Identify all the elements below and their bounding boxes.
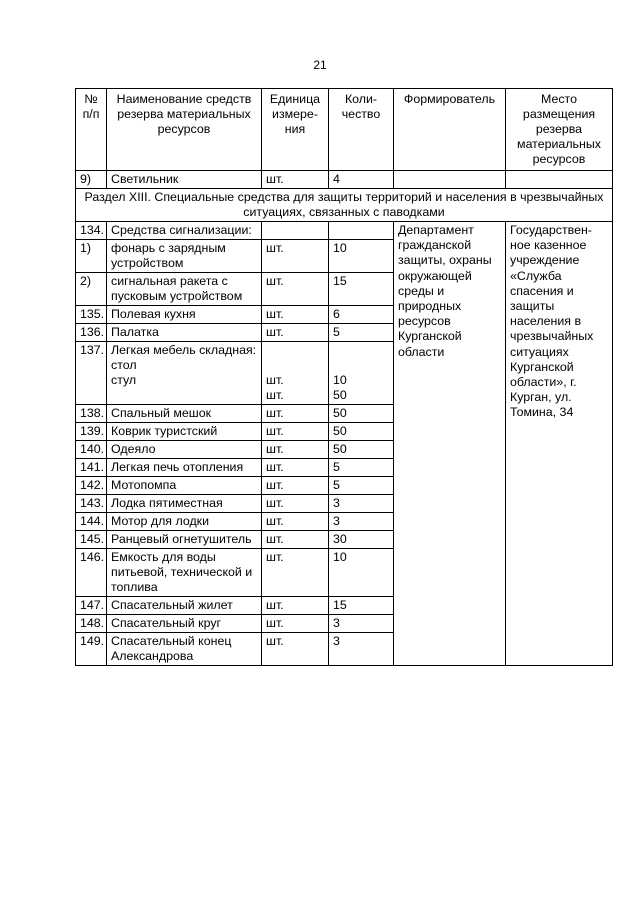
row-qty: 5 [329, 459, 394, 477]
row-unit: шт. [262, 324, 329, 342]
row-num: 139. [76, 423, 107, 441]
row-unit: шт. [262, 306, 329, 324]
row-num: 2) [76, 273, 107, 306]
row-unit: шт. [262, 495, 329, 513]
row-num: 147. [76, 597, 107, 615]
row-num: 134. [76, 222, 107, 240]
page-number: 21 [313, 58, 327, 72]
table-row [76, 222, 613, 240]
row-name: Палатка [107, 324, 262, 342]
row-name: Одеяло [107, 441, 262, 459]
row-unit-1: шт. [266, 373, 284, 387]
row-num: 143. [76, 495, 107, 513]
row-name: Полевая кухня [107, 306, 262, 324]
row-qty: 3 [329, 495, 394, 513]
header-name: Наименование средств резерва материальных ресурсов [107, 89, 262, 171]
section-row [76, 189, 613, 222]
row-unit-2: шт. [266, 388, 284, 402]
row-unit: шт. [262, 549, 329, 597]
row-qty: 3 [329, 513, 394, 531]
row-unit: шт. [262, 441, 329, 459]
row-qty: 15 [329, 597, 394, 615]
header-num: № п/п [76, 89, 107, 171]
resources-table [75, 88, 613, 666]
row-qty [329, 222, 394, 240]
row-num: 138. [76, 405, 107, 423]
row-unit: шт. [262, 615, 329, 633]
table-row [76, 171, 613, 189]
row-unit: шт. [262, 171, 329, 189]
row-qty: 3 [329, 615, 394, 633]
row-former [394, 171, 506, 189]
row-num: 148. [76, 615, 107, 633]
row-name: Коврик туристский [107, 423, 262, 441]
row-unit: шт. [262, 423, 329, 441]
row-qty [329, 342, 394, 405]
row-qty: 10 [329, 549, 394, 597]
row-num: 135. [76, 306, 107, 324]
row-qty: 6 [329, 306, 394, 324]
row-name: фонарь с зарядным устройством [107, 240, 262, 273]
row-num: 149. [76, 633, 107, 666]
row-qty: 50 [329, 405, 394, 423]
row-name: Спасательный жилет [107, 597, 262, 615]
row-name: Спасательный конец Александрова [107, 633, 262, 666]
row-name: Мотопомпа [107, 477, 262, 495]
row-name: Светильник [107, 171, 262, 189]
row-num: 9) [76, 171, 107, 189]
row-name: сигнальная ракета с пусковым устройством [107, 273, 262, 306]
row-name: Спальный мешок [107, 405, 262, 423]
row-name: Средства сигнализации: [107, 222, 262, 240]
row-qty: 4 [329, 171, 394, 189]
row-name: Спасательный круг [107, 615, 262, 633]
row-qty: 5 [329, 477, 394, 495]
row-unit: шт. [262, 240, 329, 273]
row-unit [262, 342, 329, 405]
row-num: 146. [76, 549, 107, 597]
row-qty: 15 [329, 273, 394, 306]
row-unit: шт. [262, 597, 329, 615]
row-name [107, 342, 262, 405]
row-name: Емкость для воды питьевой, технической и топлива [107, 549, 262, 597]
row-unit: шт. [262, 633, 329, 666]
row-unit: шт. [262, 405, 329, 423]
row-name-main: Легкая мебель складная: [111, 343, 257, 357]
header-former: Формирователь [394, 89, 506, 171]
row-qty: 50 [329, 423, 394, 441]
row-name: Лодка пятиместная [107, 495, 262, 513]
row-num: 145. [76, 531, 107, 549]
row-unit: шт. [262, 513, 329, 531]
row-unit: шт. [262, 477, 329, 495]
row-qty: 10 [329, 240, 394, 273]
row-qty: 3 [329, 633, 394, 666]
header-qty: Коли-чество [329, 89, 394, 171]
row-num: 140. [76, 441, 107, 459]
row-qty-1: 10 [333, 373, 347, 387]
row-name: Легкая печь отопления [107, 459, 262, 477]
row-subitem-2: стул [111, 373, 137, 387]
row-name: Ранцевый огнетушитель [107, 531, 262, 549]
row-unit: шт. [262, 459, 329, 477]
row-num: 1) [76, 240, 107, 273]
header-unit: Единица измере-ния [262, 89, 329, 171]
header-place: Место размещения резерва материальных ресурсов [506, 89, 613, 171]
row-num: 144. [76, 513, 107, 531]
row-num: 137. [76, 342, 107, 405]
section-title: Раздел XIII. Специальные средства для защиты территорий и населения в чрезвычайных ситуациях, связанных с паводками [76, 189, 613, 222]
row-subitem-1: стол [111, 358, 137, 372]
row-qty: 30 [329, 531, 394, 549]
row-unit: шт. [262, 531, 329, 549]
place-cell: Государствен-ное казенное учреждение «Служба спасения и защиты населения в чрезвычайных ситуациях Курганской области», г. Курган, ул. Томина, 34 [506, 222, 613, 666]
row-qty-2: 50 [333, 388, 347, 402]
row-unit [262, 222, 329, 240]
row-num: 136. [76, 324, 107, 342]
header-row [76, 89, 613, 171]
row-name: Мотор для лодки [107, 513, 262, 531]
row-num: 142. [76, 477, 107, 495]
row-qty: 5 [329, 324, 394, 342]
row-num: 141. [76, 459, 107, 477]
row-qty: 50 [329, 441, 394, 459]
row-unit: шт. [262, 273, 329, 306]
row-place [506, 171, 613, 189]
former-cell: Департамент гражданской защиты, охраны окружающей среды и природных ресурсов Курганской области [394, 222, 506, 666]
